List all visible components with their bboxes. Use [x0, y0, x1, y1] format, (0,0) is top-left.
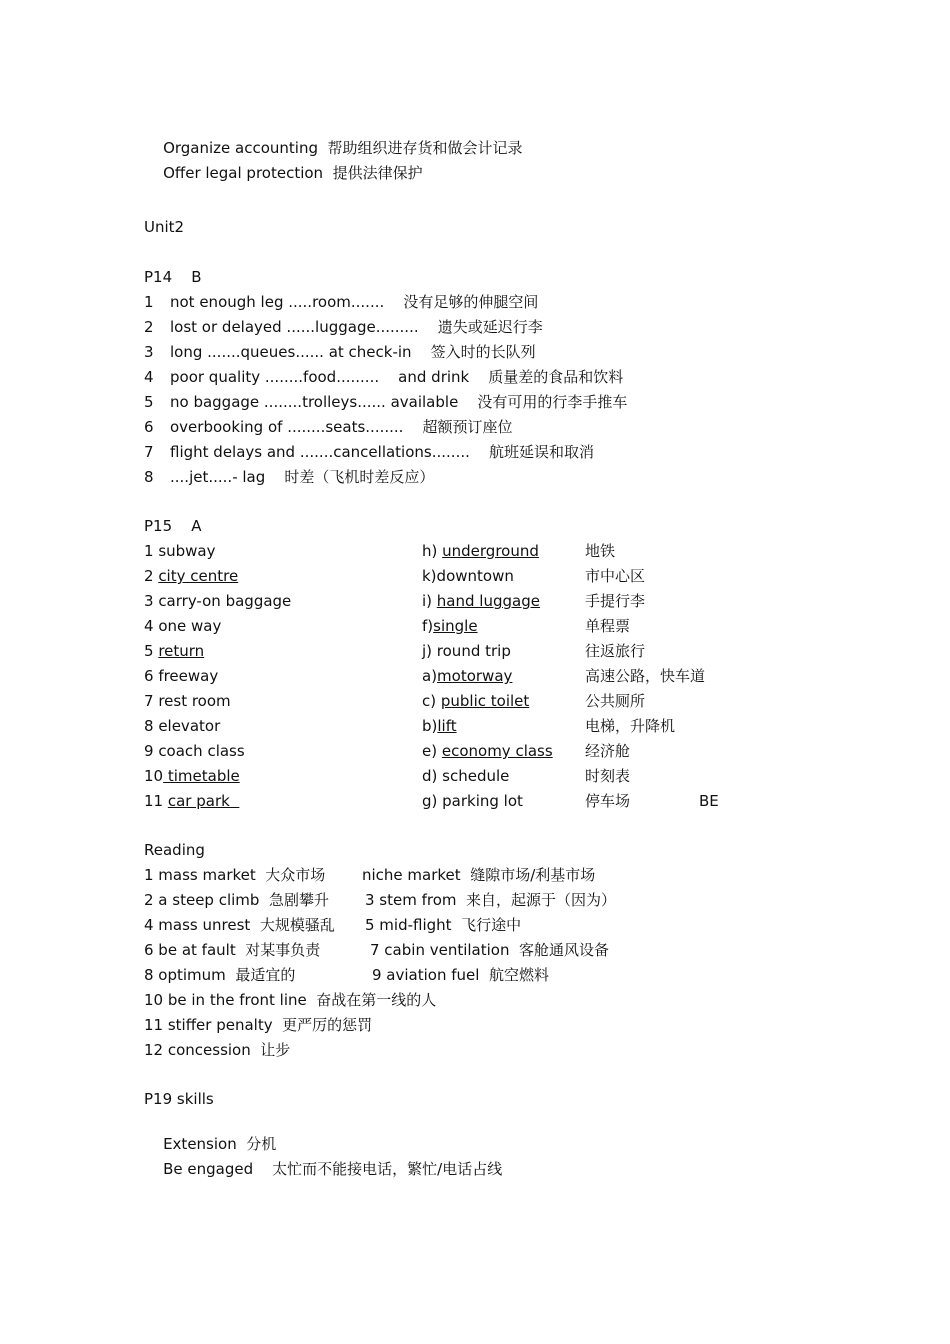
- match-left: [144, 666, 218, 686]
- option-letter: f): [422, 617, 434, 635]
- term-zh: 高速公路，快车道: [585, 667, 706, 685]
- list-item: [144, 417, 513, 437]
- term-en: no baggage ........trolleys...... available: [170, 393, 459, 411]
- term-en: underground: [442, 542, 539, 560]
- reading-term: 6 be at fault 对某事负责: [144, 941, 321, 959]
- list-item: [144, 392, 627, 412]
- item-number: 9: [144, 742, 159, 760]
- term-en: lost or delayed ......luggage.........: [170, 318, 419, 336]
- term-en: schedule: [442, 767, 510, 785]
- list-item: [144, 367, 623, 387]
- match-right: [422, 541, 539, 561]
- term-zh: 超额预订座位: [422, 418, 513, 436]
- term-en: parking lot: [442, 792, 523, 810]
- term-en: subway: [158, 542, 216, 560]
- section-heading-p14: P14 B: [144, 268, 202, 286]
- term-en: city centre: [158, 567, 239, 585]
- note-be: BE: [699, 792, 719, 810]
- list-item: [144, 317, 543, 337]
- term-en: ....jet.....- lag: [170, 468, 266, 486]
- term-zh: 公共厕所: [585, 692, 646, 710]
- term-zh: 停车场: [585, 792, 631, 810]
- term-en: rest room: [158, 692, 231, 710]
- item-number: 7: [144, 692, 159, 710]
- term-zh: 经济舱: [585, 742, 631, 760]
- reading-term: 2 a steep climb 急剧攀升: [144, 891, 329, 909]
- option-letter: c): [422, 692, 441, 710]
- option-letter: i): [422, 592, 437, 610]
- term-en: lift: [437, 717, 457, 735]
- term-zh: 市中心区: [585, 567, 646, 585]
- match-left: [144, 741, 245, 761]
- list-item: [144, 467, 434, 487]
- reading-term: 9 aviation fuel 航空燃料: [372, 966, 549, 984]
- item-number: 11: [144, 792, 168, 810]
- reading-term: 12 concession 让步: [144, 1041, 291, 1059]
- option-letter: a): [422, 667, 438, 685]
- reading-term: 8 optimum 最适宜的: [144, 966, 296, 984]
- item-number: 1: [144, 293, 154, 311]
- term-en: public toilet: [440, 692, 530, 710]
- term-zh: 时刻表: [585, 767, 631, 785]
- term-en: return: [158, 642, 205, 660]
- item-number: 7: [144, 443, 154, 461]
- match-right: [422, 591, 540, 611]
- option-letter: e): [422, 742, 442, 760]
- match-right: [422, 566, 514, 586]
- reading-term: 3 stem from 来自，起源于（因为）: [365, 891, 617, 909]
- term-zh: 签入时的长队列: [430, 343, 536, 361]
- term-zh: 分机: [246, 1135, 277, 1153]
- term-zh: 太忙而不能接电话，繁忙/电话占线: [272, 1160, 503, 1178]
- vocab-line: [144, 1139, 502, 1199]
- item-number: 5: [144, 642, 159, 660]
- term-en: Extension: [163, 1135, 237, 1153]
- term-en: Be engaged: [163, 1160, 254, 1178]
- match-left: [144, 791, 239, 811]
- unit-heading: Unit2: [144, 218, 185, 236]
- reading-term: 10 be in the front line 奋战在第一线的人: [144, 991, 437, 1009]
- term-en: elevator: [158, 717, 221, 735]
- term-en: overbooking of ........seats........: [170, 418, 404, 436]
- option-letter: h): [422, 542, 443, 560]
- item-number: 3: [144, 592, 159, 610]
- item-number: 2: [144, 318, 154, 336]
- term-zh: 遗失或延迟行李: [437, 318, 543, 336]
- match-left: [144, 641, 204, 661]
- item-number: 3: [144, 343, 154, 361]
- term-en: flight delays and .......cancellations........: [170, 443, 470, 461]
- section-heading-p15: P15 A: [144, 517, 202, 535]
- term-en: Organize accounting: [163, 139, 318, 157]
- match-right: [422, 741, 553, 761]
- reading-term: 5 mid-flight 飞行途中: [365, 916, 522, 934]
- item-number: 4: [144, 368, 154, 386]
- term-zh: 手提行李: [585, 592, 646, 610]
- term-zh: 没有可用的行李手推车: [477, 393, 628, 411]
- term-en: long .......queues...... at check-in: [170, 343, 412, 361]
- match-left: [144, 716, 220, 736]
- match-left: [144, 691, 231, 711]
- option-letter: b): [422, 717, 438, 735]
- term-zh: 质量差的食品和饮料: [488, 368, 624, 386]
- item-number: 10: [144, 767, 164, 785]
- term-en: Offer legal protection: [163, 164, 324, 182]
- term-en: freeway: [158, 667, 219, 685]
- term-en: single: [433, 617, 478, 635]
- term-zh: 地铁: [585, 542, 616, 560]
- match-right: [422, 766, 509, 786]
- option-letter: d): [422, 767, 443, 785]
- term-en: motorway: [437, 667, 513, 685]
- section-heading-reading: Reading: [144, 841, 205, 859]
- list-item: [144, 342, 536, 362]
- match-right: [422, 691, 529, 711]
- term-en: one way: [158, 617, 222, 635]
- match-left: [144, 541, 216, 561]
- item-number: 8: [144, 468, 154, 486]
- option-letter: g): [422, 792, 443, 810]
- item-number: 4: [144, 617, 159, 635]
- term-zh: 航班延误和取消: [488, 443, 594, 461]
- term-zh: 时差（飞机时差反应）: [284, 468, 435, 486]
- list-item: [144, 292, 538, 312]
- item-number: 1: [144, 542, 159, 560]
- term-en: hand luggage: [436, 592, 540, 610]
- term-en: car park: [167, 792, 240, 810]
- match-right: [422, 616, 478, 636]
- option-letter: j): [422, 642, 437, 660]
- reading-term: 1 mass market 大众市场: [144, 866, 326, 884]
- match-right: [422, 666, 512, 686]
- match-right: [422, 641, 511, 661]
- term-zh: 电梯，升降机: [585, 717, 676, 735]
- term-zh: 没有足够的伸腿空间: [403, 293, 539, 311]
- term-en: coach class: [158, 742, 245, 760]
- term-en: round trip: [436, 642, 511, 660]
- option-letter: k): [422, 567, 437, 585]
- term-zh: 提供法律保护: [332, 164, 423, 182]
- intro-line: [144, 143, 423, 203]
- item-number: 6: [144, 667, 159, 685]
- reading-term: 11 stiffer penalty 更严厉的惩罚: [144, 1016, 373, 1034]
- list-item: [144, 442, 594, 462]
- item-number: 2: [144, 567, 159, 585]
- match-left: [144, 591, 291, 611]
- match-left: [144, 616, 221, 636]
- term-zh: 帮助组织进存货和做会计记录: [327, 139, 523, 157]
- term-en: carry-on baggage: [158, 592, 292, 610]
- section-heading-p19: P19 skills: [144, 1090, 214, 1108]
- match-left: [144, 566, 238, 586]
- term-en: downtown: [436, 567, 514, 585]
- term-zh: 单程票: [585, 617, 631, 635]
- reading-term: niche market 缝隙市场/利基市场: [362, 866, 596, 884]
- term-en: economy class: [441, 742, 553, 760]
- term-en: poor quality ........food......... and drink: [170, 368, 470, 386]
- term-zh: 往返旅行: [585, 642, 646, 660]
- term-en: not enough leg .....room.......: [170, 293, 385, 311]
- match-right: [422, 791, 523, 811]
- item-number: 6: [144, 418, 154, 436]
- item-number: 5: [144, 393, 154, 411]
- match-right: [422, 716, 457, 736]
- reading-term: 4 mass unrest 大规模骚乱: [144, 916, 335, 934]
- match-left: [144, 766, 240, 786]
- reading-term: 7 cabin ventilation 客舱通风设备: [370, 941, 610, 959]
- item-number: 8: [144, 717, 159, 735]
- term-en: timetable: [163, 767, 240, 785]
